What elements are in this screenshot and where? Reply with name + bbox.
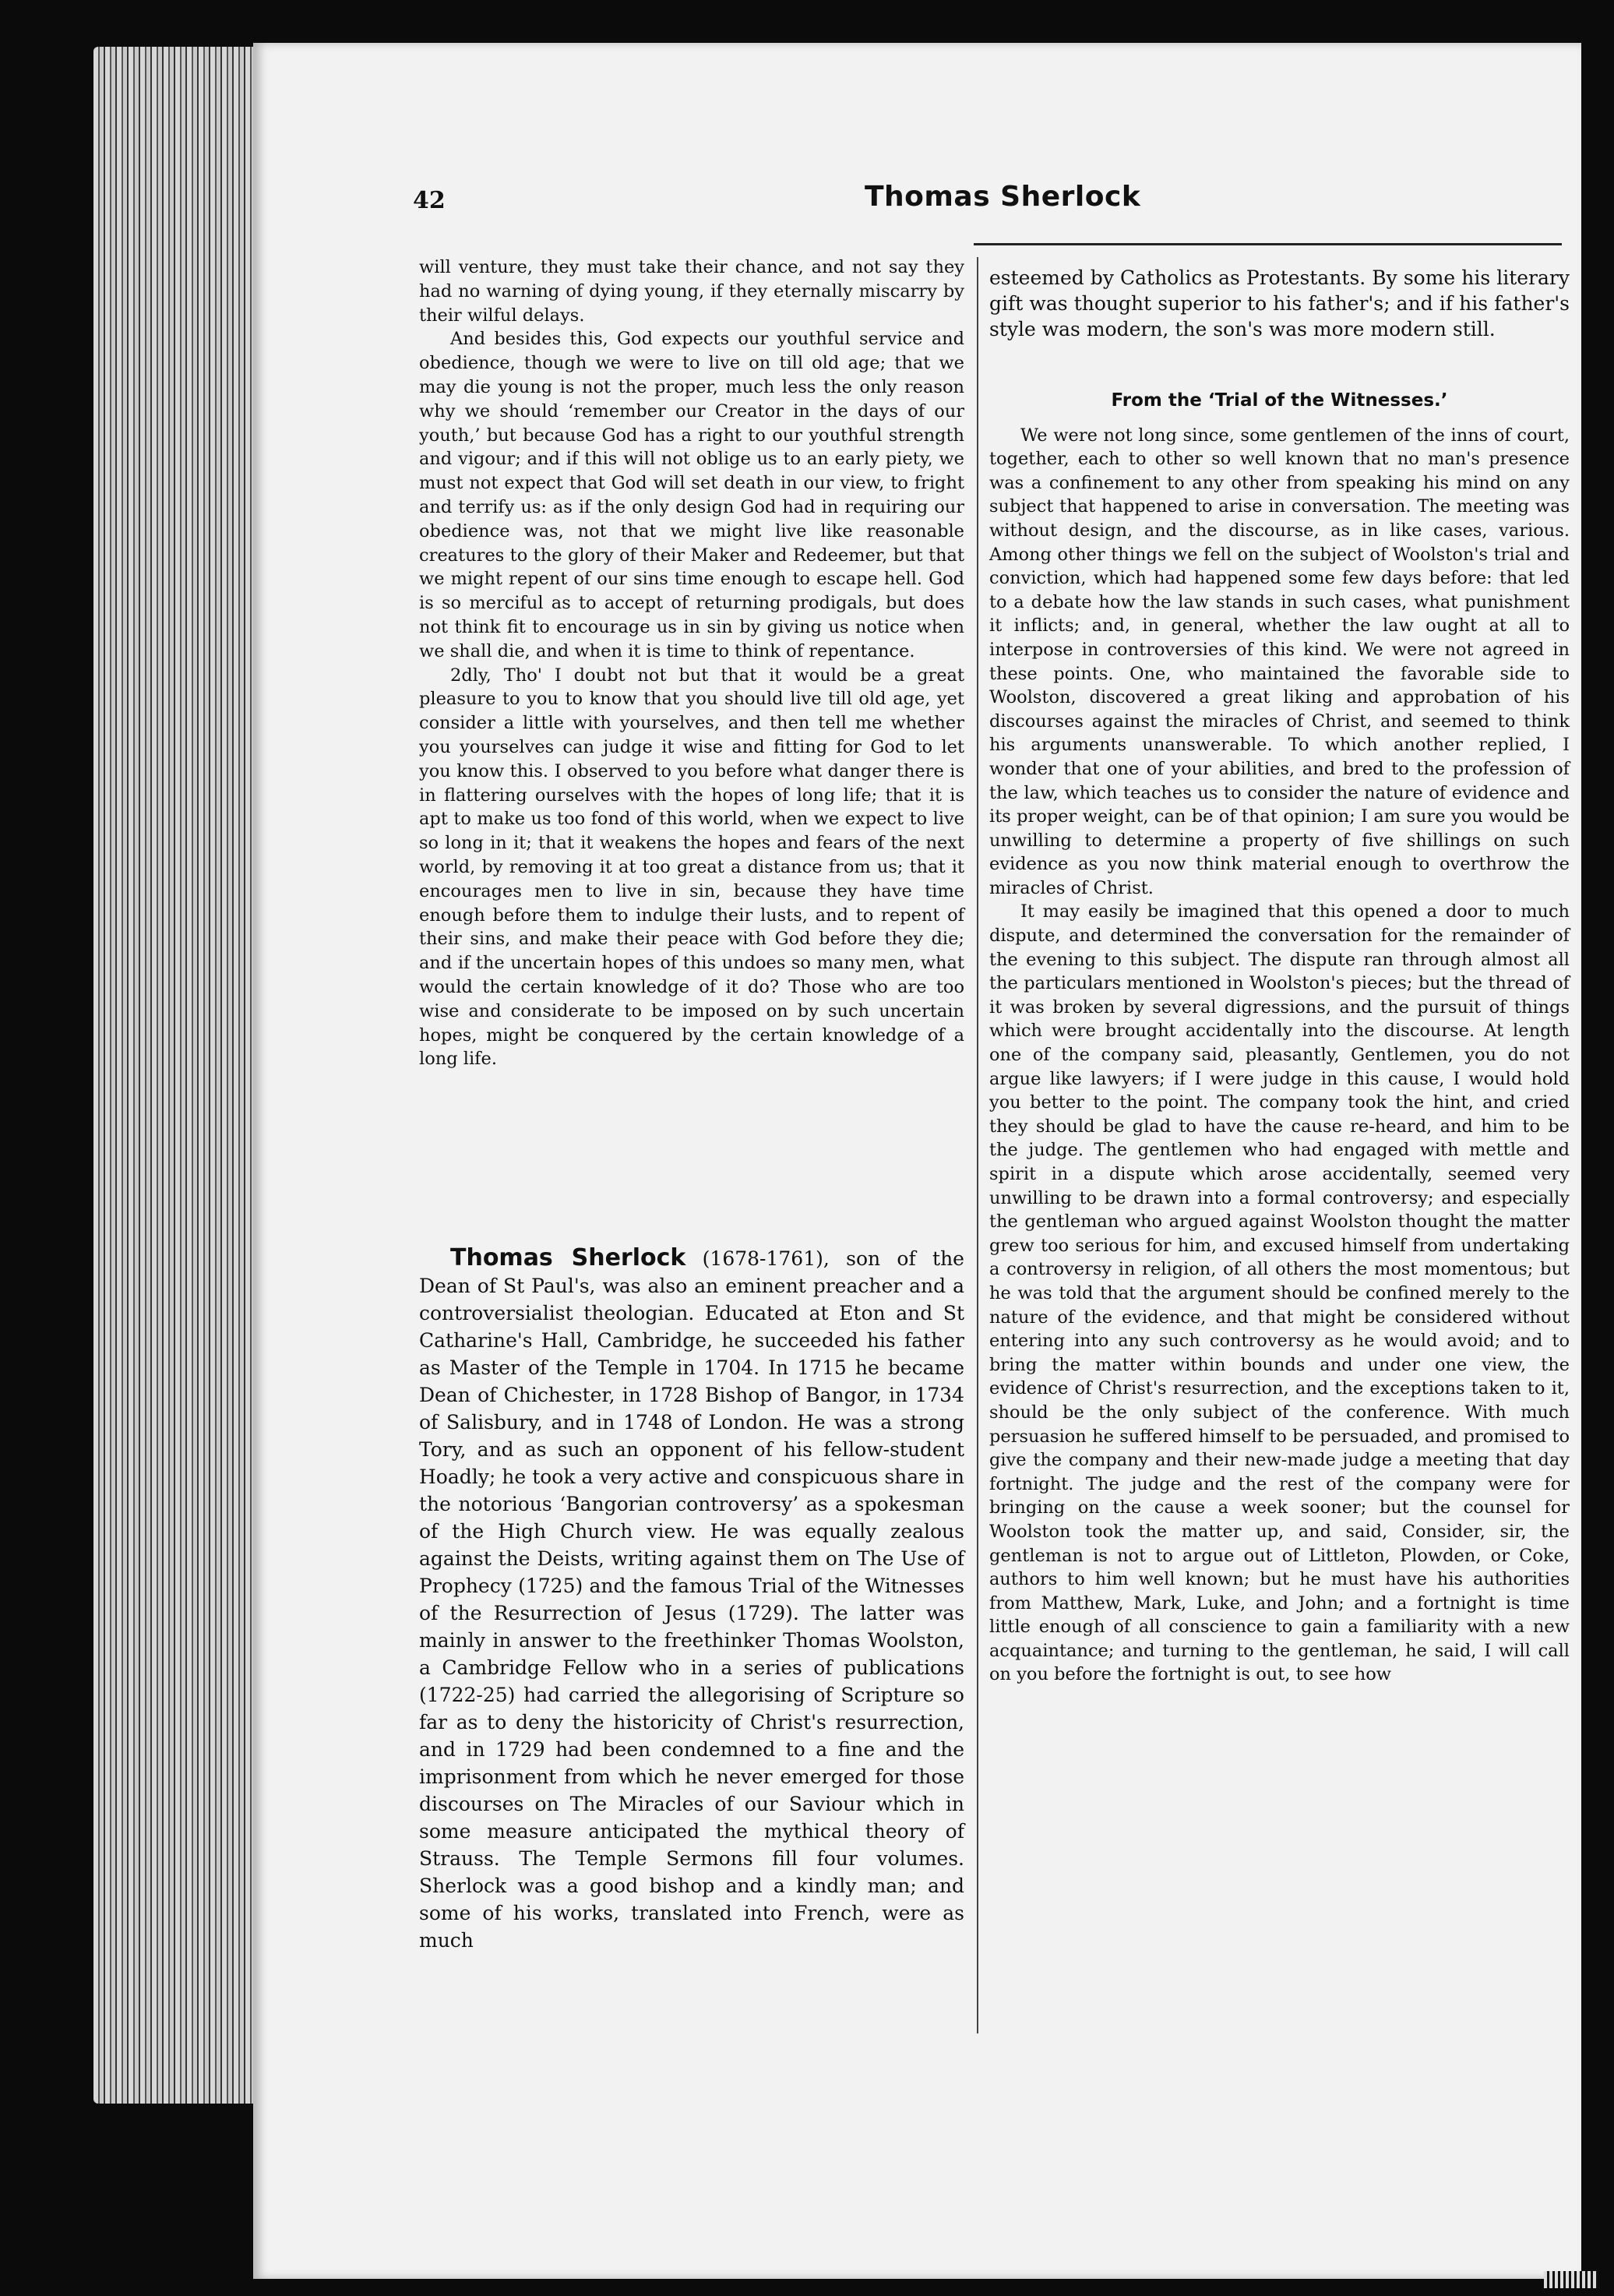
extract-paragraph-2: It may easily be imagined that this opened a door to much dispute, and determined the conversation for the remainder of the evening to this subject. The dispute ran through almost all the particulars mentioned in Woolston's pieces; but the thread of it was broken by several digressions, and the pursuit of things which were brought accidentally into the discourse. At length one of the company said, pleasantly, Gentlemen, you do not argue like lawyers; if I were judge in this cause, I would hold you better to the point. The company took the hint, and cried they should be glad to have the cause re-heard, and him to be the judge. The gentlemen who had engaged with mettle and spirit in a dispute which arose accidentally, seemed very unwilling to be drawn into a formal controversy; and especially the gentleman who argued against Woolston thought the matter grew too serious for him, and excused himself from undertaking a controversy in religion, of all others the most momentous; but he was told that the argument should be confined merely to the nature of the evidence, and that might be considered without entering into any such controversy as he would avoid; and to bring the matter within bounds and under one view, the evidence of Christ's resurrection, and the exceptions taken to it, should be the only subject of the conference. With much persuasion he suffered himself to be persuaded, and promised to give the company and their new-made judge a meeting that day fortnight. The judge and the rest of the company were for bringing on the cause a week sooner; but the counsel for Woolston took the matter up, and said, Consider, sir, the gentleman is not to argue out of Littleton, Plowden, or Coke, authors to him well known; but he must have his authorities from Matthew, Mark, Luke, and John; and a fortnight is time little enough of all conscience to gain a familiarity with a new acquaintance; and turning to the gentleman, he said, I will call on you before the fortnight is out, to see how [989,901,1570,1685]
biography-continuation: esteemed by Catholics as Protestants. By some his literary gift was thought superior to his father's; and if his father's style was modern, the son's was more modern still. [989,266,1570,340]
header-rule [974,243,1562,245]
page-number: 42 [413,187,446,214]
column-divider [977,257,978,2033]
sermon-paragraph-2: And besides this, God expects our youthful service and obedience, though we were to live on till old age; that we may die young is not the proper, much less the only reason why we should ‘remember our Creator in the days of our youth,’ but because God has a right to our youthful strength and vigour; and if this will not oblige us to an early piety, we must not expect that God will set death in our view, to fright and terrify us: as if the only design God had in requiring our obedience was, not that we might live like reasonable creatures to the glory of their Maker and Redeemer, but that we might repent of our sins time enough to escape hell. God is so merciful as to accept of returning prodigals, but does not think fit to encourage us in sin by giving us notice when we shall die, and when it is time to think of repentance. [419,329,964,661]
extract-paragraph-1: We were not long since, some gentlemen of the inns of court, together, each to other so well known that no man's presence was a confinement to any other from speaking his mind on any subject that happened to arise in conversation. The meeting was without design, and the discourse, as in like cases, various. Among other things we fell on the subject of Woolston's trial and conviction, which had happened some few days before: that led to a debate how the law stands in such cases, what punishment it inflicts; and, in general, whether the law ought at all to interpose in controversies of this kind. We were not agreed in these points. One, who maintained the favorable side to Woolston, discovered a great liking and approbation of his discourses against the miracles of Christ, and seemed to think his arguments unanswerable. To which another replied, I wonder that one of your abilities, and bred to the profession of the law, which teaches us to consider the nature of evidence and its proper weight, can be of that opinion; I am sure you would be unwilling to determine a property of five shillings on such evidence as you now think material enough to overthrow the miracles of Christ. [989,425,1570,898]
extract-heading: From the ‘Trial of the Witnesses.’ [1111,390,1448,411]
biography-paragraph [419,1244,964,1954]
left-column-sermon [419,256,964,1071]
sermon-paragraph-1: will venture, they must take their chance, and not say they had no warning of dying young, if they eternally miscarry by their wilful delays. [419,257,964,326]
book-page-edges [93,47,257,2104]
biography-name: Thomas Sherlock [450,1244,686,1271]
running-title: Thomas Sherlock [865,181,1141,213]
biography-text: (1678-1761), son of the Dean of St Paul's, was also an eminent preacher and a controversialist theologian. Educated at Eton and St Catharine's Hall, Cambridge, he succeeded his father as Master of the Temple in 1704. In 1715 he became Dean of Chichester, in 1728 Bishop of Bangor, in 1734 of Salisbury, and in 1748 of London. He was a strong Tory, and as such an opponent of his fellow-student Hoadly; he took a very active and conspicuous share in the notorious ‘Bangorian controversy’ as a spokesman of the High Church view. He was equally zealous against the Deists, writing against them on The Use of Prophecy (1725) and the famous Trial of the Witnesses of the Resurrection of Jesus (1729). The latter was mainly in answer to the freethinker Thomas Woolston, a Cambridge Fellow who in a series of publications (1722-25) had carried the allegorising of Scripture so far as to deny the historicity of Christ's resurrection, and in 1729 had been condemned to a fine and the imprisonment from which he never emerged for those discourses on The Miracles of our Saviour which in some measure anticipated the mythical theory of Strauss. The Temple Sermons fill four volumes. Sherlock was a good bishop and a kindly man; and some of his works, translated into French, were as much [419,1247,964,1952]
scan-corner-mark [1544,2271,1598,2288]
sermon-paragraph-3: 2dly, Tho' I doubt not but that it would be a great pleasure to you to know that you should live till old age, yet consider a little with yourselves, and then tell me whether you yourselves can judge it wise and fitting for God to let you know this. I observed to you before what danger there is in flattering ourselves with the hopes of long life; that it is apt to make us too fond of this world, when we expect to live so long in it; that it weakens the hopes and fears of the next world, by removing it at too great a distance from us; that it encourages men to live in sin, because they have time enough before them to indulge their lusts, and to repent of their sins, and make their peace with God before they die; and if the uncertain hopes of this undoes so many men, what would the certain knowledge of it do? Those who are too wise and considerate to be imposed on by such uncertain hopes, might be conquered by the certain knowledge of a long life. [419,665,964,1070]
right-column [989,265,1570,1687]
left-column-biography [419,1244,964,1954]
